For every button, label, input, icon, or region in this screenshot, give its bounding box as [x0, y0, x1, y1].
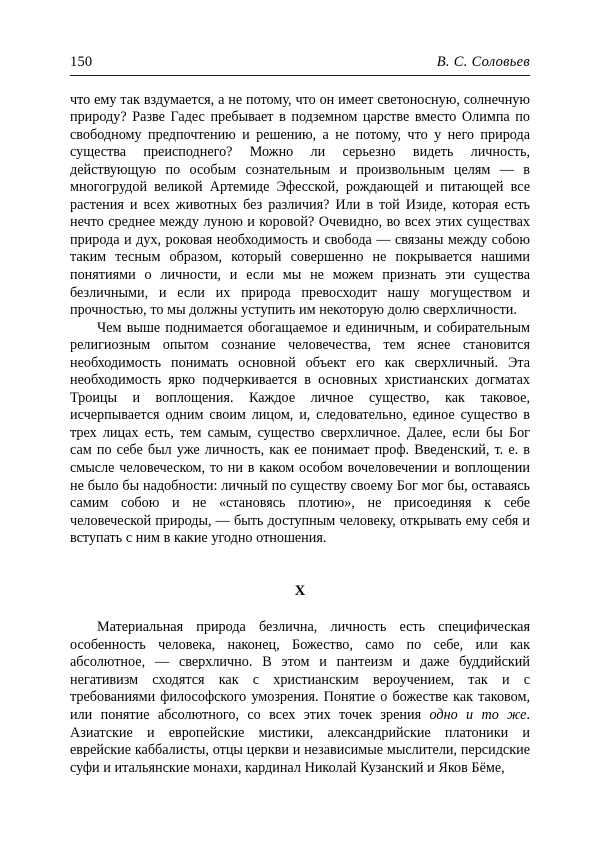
running-title-author: В. С. Соловьев	[436, 54, 530, 70]
body-paragraph: Чем выше поднимается обогащаемое и единичным, и собирательным религиозным опытом сознание человечества, тем яснее становится необходимость понимать основной объект его как сверхличный. Эта необходимость ярко подчеркивается в основных христианских догматах Троицы и воплощения. Каждое личное существо, как таковое, исчерпывается одним своим лицом, и, следовательно, единое существо в трех лицах есть, тем самым, существо сверхличное. Далее, если бы Бог сам по себе был уже личность, как ее понимает проф. Введенский, т. е. в смысле человеческом, то ни в каком особом вочеловечении и воплощении не было бы надобности: личный по существу своему Бог мог бы, оставаясь самим собою и не «становясь плотию», не присоединяя к себе человеческой природы, — быть доступным человеку, открывать ему себя и вступать с ним в какие угодно отношения.	[70, 319, 530, 547]
page-number: 150	[70, 54, 93, 70]
paragraph-text-segment: . Азиатские и европейские мистики, александрийские платоники и еврейские каббалисты, отцы церкви и независимые мыслители, персидские суфи и итальянские монахи, кардинал Николай Кузанский и Яков Бёме,	[70, 706, 530, 776]
body-paragraph: что ему так вздумается, а не потому, что он имеет светоносную, солнечную природу? Разве Гадес пребывает в подземном царстве вместо Олимпа по свободному предпочтению и решению, а не потому, что у него природа существа преисподнего? Можно ли серьезно видеть личность, действующую по особым сознательным и произвольным целям — в многогрудой великой Артемиде Эфесской, рождающей и питающей все растения и всех животных без различия? Или в той Изиде, которая есть нечто среднее между луною и коровой? Очевидно, во всех этих существах природа и дух, роковая необходимость и свобода — связаны между собою таким тесным образом, который совершенно не покрывается нашими понятиями о личности, и если мы не можем признать эти существа безличными, и если их природа превосходит нашу могуществом и прочностью, то мы должны уступить им некоторую долю сверхличности.	[70, 91, 530, 319]
page-content-area	[70, 55, 530, 777]
section-spacer-top	[70, 548, 530, 584]
paragraph-text-segment: Материальная природа безлична, личность есть специфическая особенность человека, наконец, Божество, само по себе, или как абсолютное, — сверхлично. В этом и пантеизм и даже буддийский негативизм сходятся как с христианским вероучением, так и с требованиями философского умозрения. Понятие о божестве как таковом, или понятие абсолютного, со всех этих точек зрения	[70, 619, 530, 723]
running-head	[70, 55, 530, 76]
body-text	[70, 92, 530, 778]
section-spacer-bottom	[70, 598, 530, 619]
emphasis-phrase: одно и то же	[429, 706, 527, 723]
body-paragraph	[70, 619, 530, 777]
section-number-heading: X	[294, 582, 306, 599]
